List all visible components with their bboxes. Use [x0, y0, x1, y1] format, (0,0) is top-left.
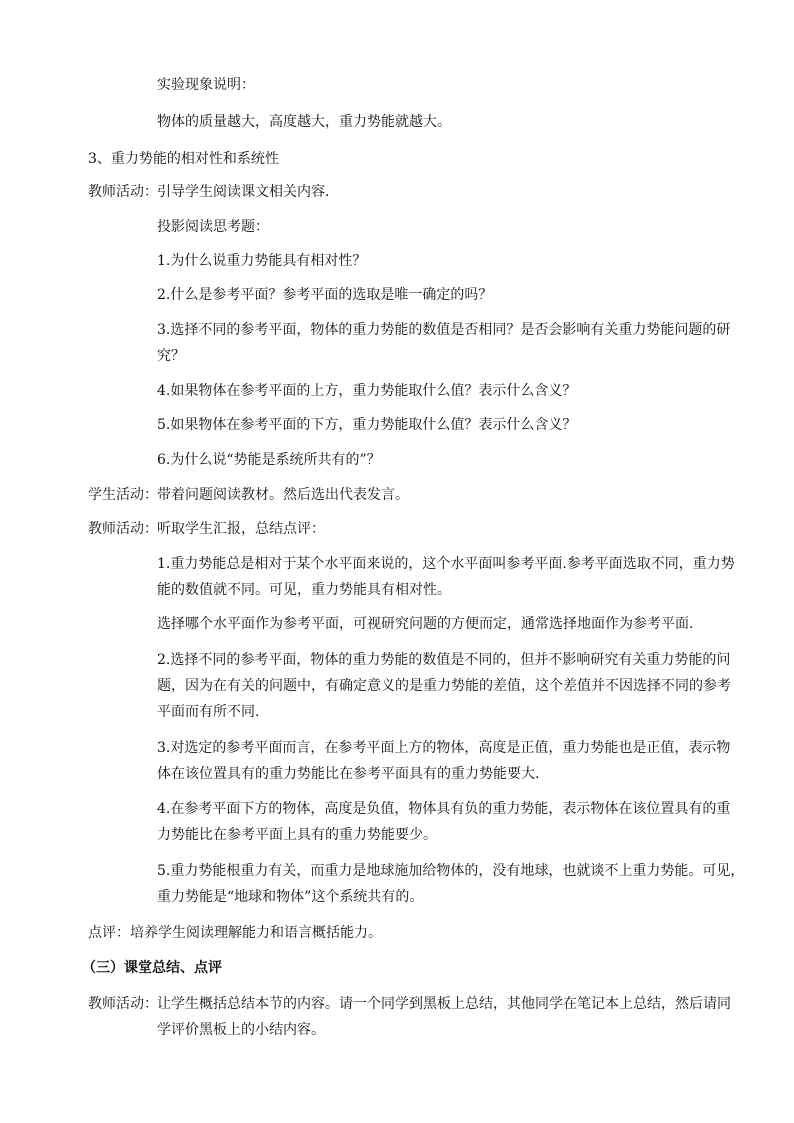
question-item: 2.什么是参考平面？参考平面的选取是唯一确定的吗？ — [157, 287, 493, 303]
activity-text: 引导学生阅读课文相关内容. — [157, 184, 330, 200]
activity-label: 教师活动： — [88, 184, 158, 200]
question-item: 5.如果物体在参考平面的下方，重力势能取什么值？表示什么含义？ — [157, 417, 577, 433]
activity-text: 带着问题阅读教材。然后选出代表发言。 — [157, 487, 409, 503]
paragraph: 实验现象说明： — [157, 77, 255, 93]
activity-text: 听取学生汇报，总结点评： — [157, 521, 325, 537]
section-heading: （三）课堂总结、点评 — [82, 960, 222, 976]
activity-label: 学生活动： — [88, 487, 158, 503]
answer-item: 力势能比在参考平面上具有的重力势能要少。 — [157, 827, 437, 843]
activity-text: 学评价黑板上的小结内容。 — [157, 1022, 325, 1038]
question-item: 6.为什么说“势能是系统所共有的”？ — [157, 452, 381, 468]
answer-item: 2.选择不同的参考平面，物体的重力势能的数值是不同的，但并不影响研究有关重力势能的问 — [157, 652, 731, 668]
answer-item: 能的数值就不同。可见，重力势能具有相对性。 — [157, 582, 451, 598]
answer-item: 4.在参考平面下方的物体，高度是负值，物体具有负的重力势能，表示物体在该位置具有的重 — [157, 801, 731, 817]
question-item: 1.为什么说重力势能具有相对性？ — [157, 253, 367, 269]
answer-item: 5.重力势能根重力有关，而重力是地球施加给物体的，没有地球，也就谈不上重力势能。可见， — [157, 863, 745, 879]
activity-label: 教师活动： — [88, 996, 158, 1012]
activity-label: 教师活动： — [88, 521, 158, 537]
answer-item: 题，因为在有关的问题中，有确定意义的是重力势能的差值，这个差值并不因选择不同的参考 — [157, 678, 731, 694]
answer-item: 体在该位置具有的重力势能比在参考平面具有的重力势能要大. — [157, 766, 540, 782]
section-heading: 3、重力势能的相对性和系统性 — [88, 151, 279, 167]
answer-item: 重力势能是“地球和物体”这个系统共有的。 — [157, 889, 424, 905]
answer-item: 3.对选定的参考平面而言，在参考平面上方的物体，高度是正值，重力势能也是正值，表示物 — [157, 740, 731, 756]
answer-item: 选择哪个水平面作为参考平面，可视研究问题的方便而定，通常选择地面作为参考平面. — [157, 616, 694, 632]
paragraph: 物体的质量越大，高度越大，重力势能就越大。 — [157, 114, 451, 130]
question-item: 究？ — [157, 348, 185, 364]
comment-text: 培养学生阅读理解能力和语言概括能力。 — [130, 925, 382, 941]
answer-item: 平面而有所不同. — [157, 704, 260, 720]
activity-text: 让学生概括总结本节的内容。请一个同学到黑板上总结，其他同学在笔记本上总结，然后请同 — [157, 996, 731, 1012]
comment-label: 点评： — [88, 925, 130, 941]
paragraph: 投影阅读思考题： — [157, 219, 269, 235]
question-item: 3.选择不同的参考平面，物体的重力势能的数值是否相同？是否会影响有关重力势能问题的研 — [157, 322, 731, 338]
answer-item: 1.重力势能总是相对于某个水平面来说的，这个水平面叫参考平面.参考平面选取不同，重力势 — [157, 556, 735, 572]
question-item: 4.如果物体在参考平面的上方，重力势能取什么值？表示什么含义？ — [157, 383, 577, 399]
